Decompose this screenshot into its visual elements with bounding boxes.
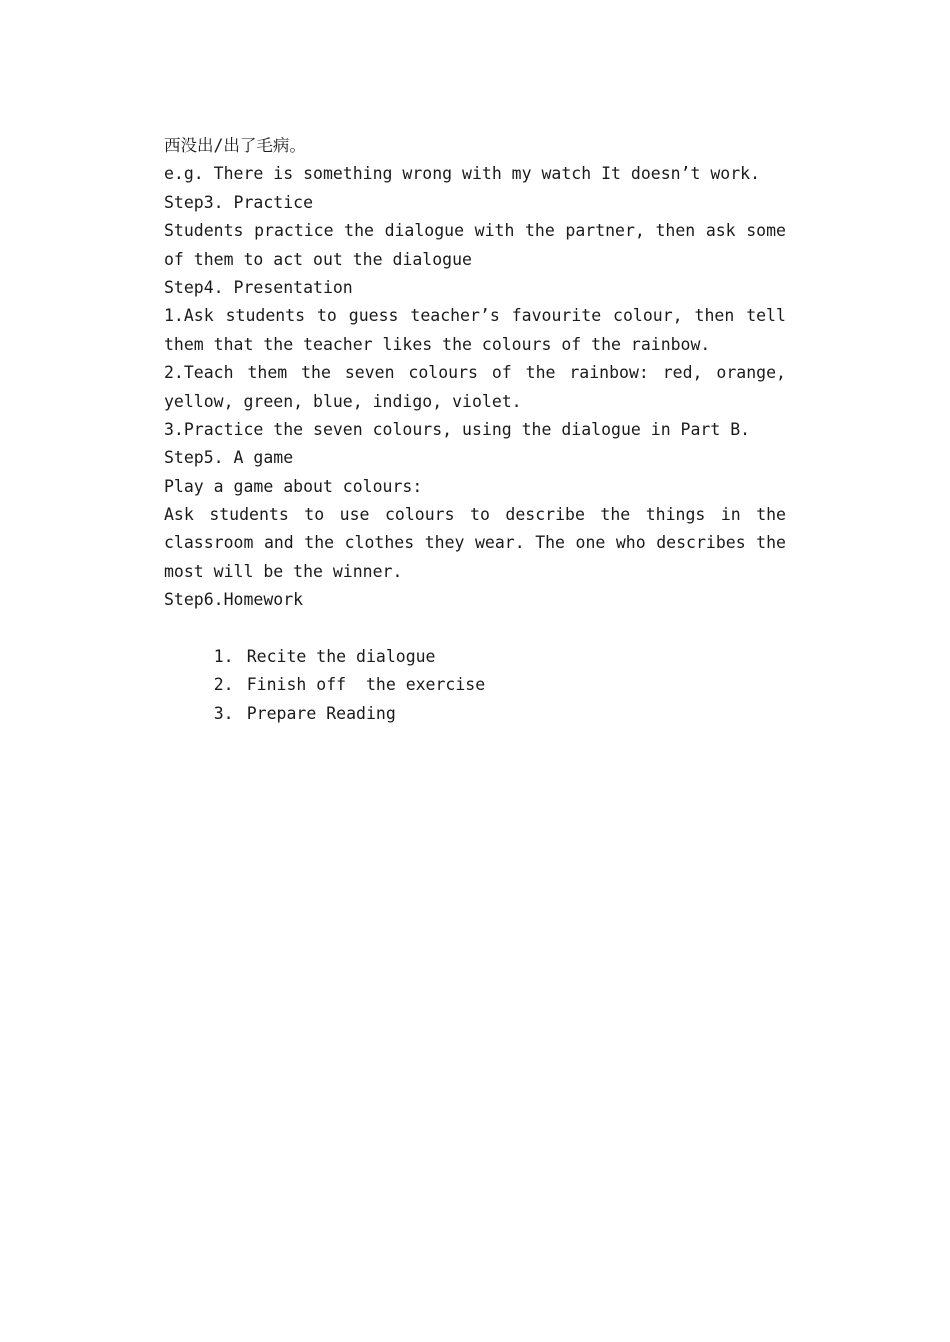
word: to <box>470 505 490 525</box>
word: the <box>600 505 631 525</box>
word: the <box>344 221 374 241</box>
step5-heading: Step5. A game <box>164 448 294 468</box>
word: describes <box>656 533 746 553</box>
word: one <box>575 533 606 553</box>
word: classroom <box>164 533 254 553</box>
word: the <box>304 533 335 553</box>
word: red, <box>662 363 703 383</box>
justified-line <box>164 529 786 557</box>
text-line: yellow, green, blue, indigo, violet. <box>164 391 522 411</box>
step3-heading: Step3. Practice <box>164 192 314 212</box>
word: them <box>247 363 288 383</box>
justified-line <box>164 359 786 387</box>
word: colour, <box>613 306 683 326</box>
word: with <box>474 221 515 241</box>
word: things <box>645 505 706 525</box>
word: tell <box>746 306 786 326</box>
homework-item <box>164 615 786 667</box>
word: they <box>424 533 465 553</box>
word: of <box>491 363 512 383</box>
homework-text: Recite the dialogue <box>246 647 436 667</box>
homework-text: Finish off the exercise <box>246 675 486 695</box>
word: students <box>209 505 289 525</box>
word: guess <box>348 306 399 326</box>
word: wear. <box>474 533 525 553</box>
justified-line <box>164 501 786 529</box>
word: use <box>339 505 370 525</box>
word: the <box>756 505 786 525</box>
text-line: 西没出/出了毛病。 <box>164 136 306 155</box>
word: in <box>720 505 741 525</box>
word: seven <box>344 363 395 383</box>
word: and <box>263 533 294 553</box>
word: dialogue <box>384 221 465 241</box>
word: the <box>524 221 555 241</box>
justified-line <box>164 302 786 330</box>
homework-number: 3. <box>213 703 234 723</box>
homework-number: 1. <box>213 647 234 667</box>
homework-text: Prepare Reading <box>246 703 396 723</box>
word: teacher’s <box>410 306 500 326</box>
justified-line <box>164 217 786 245</box>
word: colours <box>408 363 478 383</box>
text-line: most will be the winner. <box>164 561 403 581</box>
word: then <box>694 306 735 326</box>
text-line: Play a game about colours: <box>164 476 423 496</box>
word: rainbow: <box>569 363 649 383</box>
word: favourite <box>511 306 602 326</box>
word: 2.Teach <box>164 363 234 383</box>
word: some <box>746 221 786 241</box>
word: ask <box>705 221 736 241</box>
step6-heading: Step6.Homework <box>164 590 304 610</box>
word: then <box>655 221 696 241</box>
word: the <box>301 363 331 383</box>
word: colours <box>384 505 455 525</box>
homework-number: 2. <box>213 675 234 695</box>
word: students <box>225 306 306 326</box>
text-line: 3.Practice the seven colours, using the dialogue in Part B. <box>164 419 751 439</box>
step4-heading: Step4. Presentation <box>164 277 353 297</box>
word: to <box>304 505 325 525</box>
word: the <box>756 533 786 553</box>
word: orange, <box>716 363 786 383</box>
text-line: e.g. There is something wrong with my watch It doesn’t work. <box>164 164 761 184</box>
word: Ask <box>164 505 194 525</box>
text-line: them that the teacher likes the colours of the rainbow. <box>164 334 711 354</box>
word: to <box>317 306 337 326</box>
word: Students <box>164 221 244 241</box>
word: 1.Ask <box>164 306 214 326</box>
text-line: of them to act out the dialogue <box>164 249 472 269</box>
word: partner, <box>565 221 645 241</box>
word: who <box>615 533 646 553</box>
word: clothes <box>344 533 415 553</box>
word: describe <box>505 505 585 525</box>
word: practice <box>254 221 334 241</box>
word: the <box>525 363 556 383</box>
word: The <box>535 533 565 553</box>
document-page <box>164 132 786 723</box>
